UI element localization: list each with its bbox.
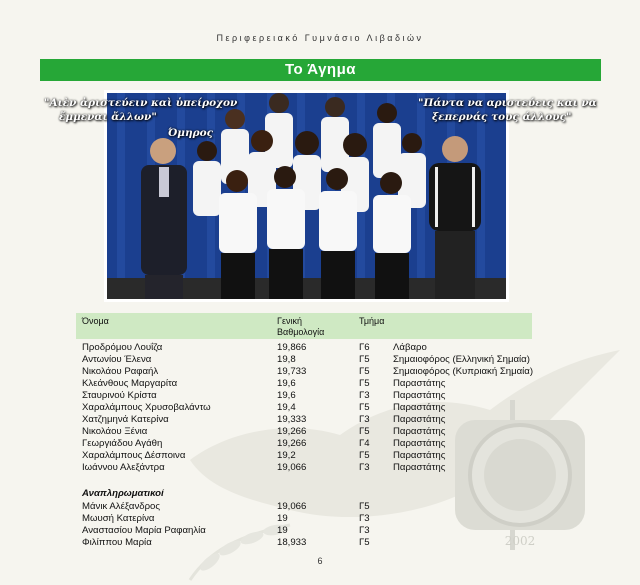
quote-homer [44, 96, 264, 124]
row-role: Λάβαρο [393, 342, 427, 353]
table-row [82, 342, 562, 354]
table-row [82, 501, 562, 513]
row-grade: 19,6 [277, 378, 296, 389]
row-name: Χαραλάμπους Δέσποινα [82, 450, 186, 461]
row-grade: 19,066 [277, 462, 307, 473]
quote-homer-line1: "Αιὲν ἀριστεύειν καὶ ὑπείροχον [44, 97, 238, 109]
row-section: Γ5 [359, 402, 370, 413]
row-name: Σταυρινού Κρίστα [82, 390, 157, 401]
quote-author: Όμηρος [168, 127, 214, 139]
row-grade: 19,866 [277, 342, 307, 353]
row-name: Αναστασίου Μαρία Ραφαηλία [82, 525, 206, 536]
row-grade: 18,933 [277, 537, 307, 548]
table-row [82, 414, 562, 426]
quote-translation-line1: "Πάντα να αριστεύεις και να [418, 97, 597, 109]
row-role: Παραστάτης [393, 402, 446, 413]
row-grade: 19,733 [277, 366, 307, 377]
row-section: Γ4 [359, 438, 370, 449]
table-row [82, 426, 562, 438]
row-role: Σημαιοφόρος (Ελληνική Σημαία) [393, 354, 530, 365]
row-section: Γ5 [359, 426, 370, 437]
table-row [82, 525, 562, 537]
row-name: Κλεάνθους Μαργαρίτα [82, 378, 178, 389]
row-name: Ιωάννου Αλεξάντρα [82, 462, 165, 473]
table-row [82, 462, 562, 474]
alternates-heading: Αναπληρωματικοί [82, 488, 164, 499]
header-grade-line1: Γενική [277, 316, 302, 326]
row-section: Γ3 [359, 414, 370, 425]
header-name: Όνομα [82, 316, 109, 326]
row-grade: 19,8 [277, 354, 296, 365]
row-name: Μάνικ Αλέξανδρος [82, 501, 161, 512]
row-name: Χαραλάμπους Χρυσοβαλάντω [82, 402, 211, 413]
header-grade [277, 316, 324, 338]
header-grade-line2: Βαθμολογία [277, 327, 325, 337]
row-name: Γεωργιάδου Αγάθη [82, 438, 163, 449]
row-name: Αντωνίου Έλενα [82, 354, 152, 365]
table-row [82, 438, 562, 450]
row-grade: 19,266 [277, 438, 307, 449]
row-name: Χατζημηνά Κατερίνα [82, 414, 169, 425]
row-grade: 19,6 [277, 390, 296, 401]
section-title-banner: Το Άγημα [40, 59, 601, 81]
table-row [82, 537, 562, 549]
row-grade: 19,4 [277, 402, 296, 413]
row-name: Νικολάου Ραφαήλ [82, 366, 159, 377]
row-section: Γ5 [359, 450, 370, 461]
row-role: Παραστάτης [393, 390, 446, 401]
page-number: 6 [317, 556, 323, 566]
quote-translation-line2: ξεπερνάς τους άλλους" [432, 111, 572, 123]
row-section: Γ5 [359, 501, 370, 512]
row-role: Παραστάτης [393, 438, 446, 449]
row-name: Νικολάου Ξένια [82, 426, 148, 437]
table-row [82, 378, 562, 390]
table-row [82, 354, 562, 366]
row-grade: 19,066 [277, 501, 307, 512]
row-role: Παραστάτης [393, 450, 446, 461]
row-section: Γ3 [359, 462, 370, 473]
crest-year: 2002 [504, 534, 536, 548]
row-grade: 19 [277, 525, 288, 536]
row-role: Σημαιοφόρος (Κυπριακή Σημαία) [393, 366, 534, 377]
table-header [76, 313, 532, 339]
table-row [82, 366, 562, 378]
row-grade: 19 [277, 513, 288, 524]
row-grade: 19,2 [277, 450, 296, 461]
row-section: Γ5 [359, 354, 370, 365]
row-role: Παραστάτης [393, 426, 446, 437]
row-grade: 19,333 [277, 414, 307, 425]
row-name: Προδρόμου Λουΐζα [82, 342, 163, 353]
school-name: Περιφερειακό Γυμνάσιο Λιβαδιών [216, 33, 424, 43]
row-section: Γ3 [359, 525, 370, 536]
table-row [82, 390, 562, 402]
row-section: Γ5 [359, 537, 370, 548]
row-section: Γ5 [359, 378, 370, 389]
row-name: Φιλίππου Μαρία [82, 537, 152, 548]
row-role: Παραστάτης [393, 414, 446, 425]
quote-homer-line2: ἔμμεναι ἄλλων" [59, 111, 157, 123]
row-role: Παραστάτης [393, 462, 446, 473]
row-section: Γ6 [359, 342, 370, 353]
quote-translation [418, 96, 628, 124]
table-row [82, 513, 562, 525]
header-section: Τμήμα [359, 316, 385, 326]
row-grade: 19,266 [277, 426, 307, 437]
row-section: Γ3 [359, 513, 370, 524]
table-row [82, 450, 562, 462]
table-row [82, 402, 562, 414]
row-section: Γ3 [359, 390, 370, 401]
row-name: Μωυσή Κατερίνα [82, 513, 155, 524]
row-role: Παραστάτης [393, 378, 446, 389]
row-section: Γ5 [359, 366, 370, 377]
